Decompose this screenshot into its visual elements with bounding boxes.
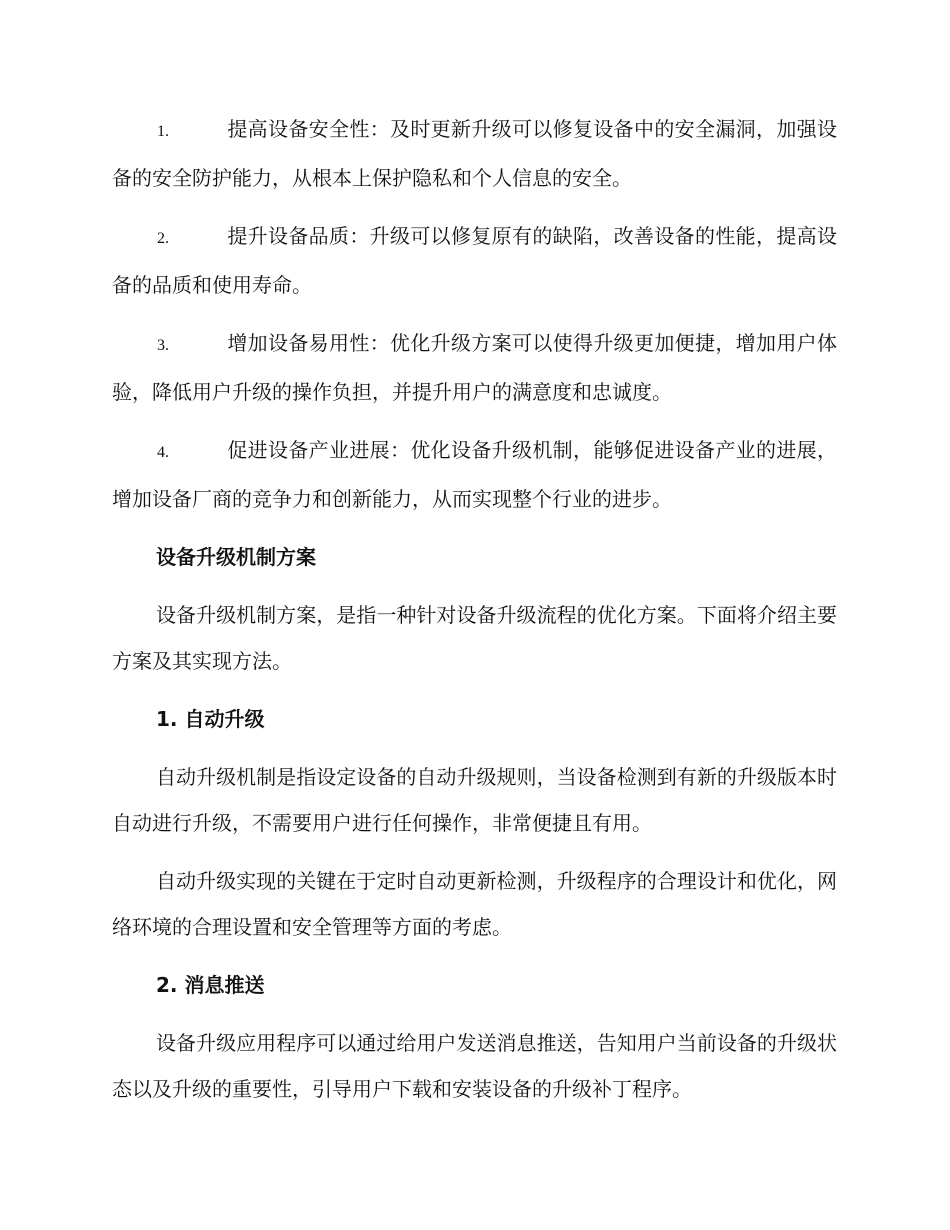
list-item bbox=[112, 106, 837, 201]
list-number: 4. bbox=[157, 444, 169, 461]
list-text: 促进设备产业进展：优化设备升级机制，能够促进设备产业的进展，增加设备厂商的竞争力和创新能力，从而实现整个行业的进步。 bbox=[112, 438, 837, 511]
list-item bbox=[112, 213, 837, 308]
list-text: 增加设备易用性：优化升级方案可以使得升级更加便捷，增加用户体验，降低用户升级的操作负担，并提升用户的满意度和忠诚度。 bbox=[112, 331, 837, 404]
auto-upgrade-paragraph-2: 自动升级实现的关键在于定时自动更新检测，升级程序的合理设计和优化，网络环境的合理设置和安全管理等方面的考虑。 bbox=[112, 869, 837, 939]
section-heading: 设备升级机制方案 bbox=[156, 545, 316, 569]
document-page bbox=[112, 106, 837, 1124]
auto-upgrade-paragraph-1: 自动升级机制是指设定设备的自动升级规则，当设备检测到有新的升级版本时自动进行升级，不需要用户进行任何操作，非常便捷且有用。 bbox=[112, 765, 837, 835]
list-text: 提高设备安全性：及时更新升级可以修复设备中的安全漏洞，加强设备的安全防护能力，从根本上保护隐私和个人信息的安全。 bbox=[112, 117, 837, 190]
list-text: 提升设备品质：升级可以修复原有的缺陷，改善设备的性能，提高设备的品质和使用寿命。 bbox=[112, 224, 837, 297]
auto-upgrade-heading: 1. 自动升级 bbox=[156, 707, 265, 731]
push-notification-heading: 2. 消息推送 bbox=[156, 973, 265, 997]
push-notification-paragraph: 设备升级应用程序可以通过给用户发送消息推送，告知用户当前设备的升级状态以及升级的重要性，引导用户下载和安装设备的升级补丁程序。 bbox=[112, 1031, 837, 1101]
section-intro-paragraph: 设备升级机制方案，是指一种针对设备升级流程的优化方案。下面将介绍主要方案及其实现方法。 bbox=[112, 603, 837, 673]
list-item bbox=[112, 320, 837, 415]
list-number: 3. bbox=[157, 337, 169, 354]
list-number: 1. bbox=[157, 123, 169, 140]
list-item bbox=[112, 427, 837, 522]
list-number: 2. bbox=[157, 230, 169, 247]
